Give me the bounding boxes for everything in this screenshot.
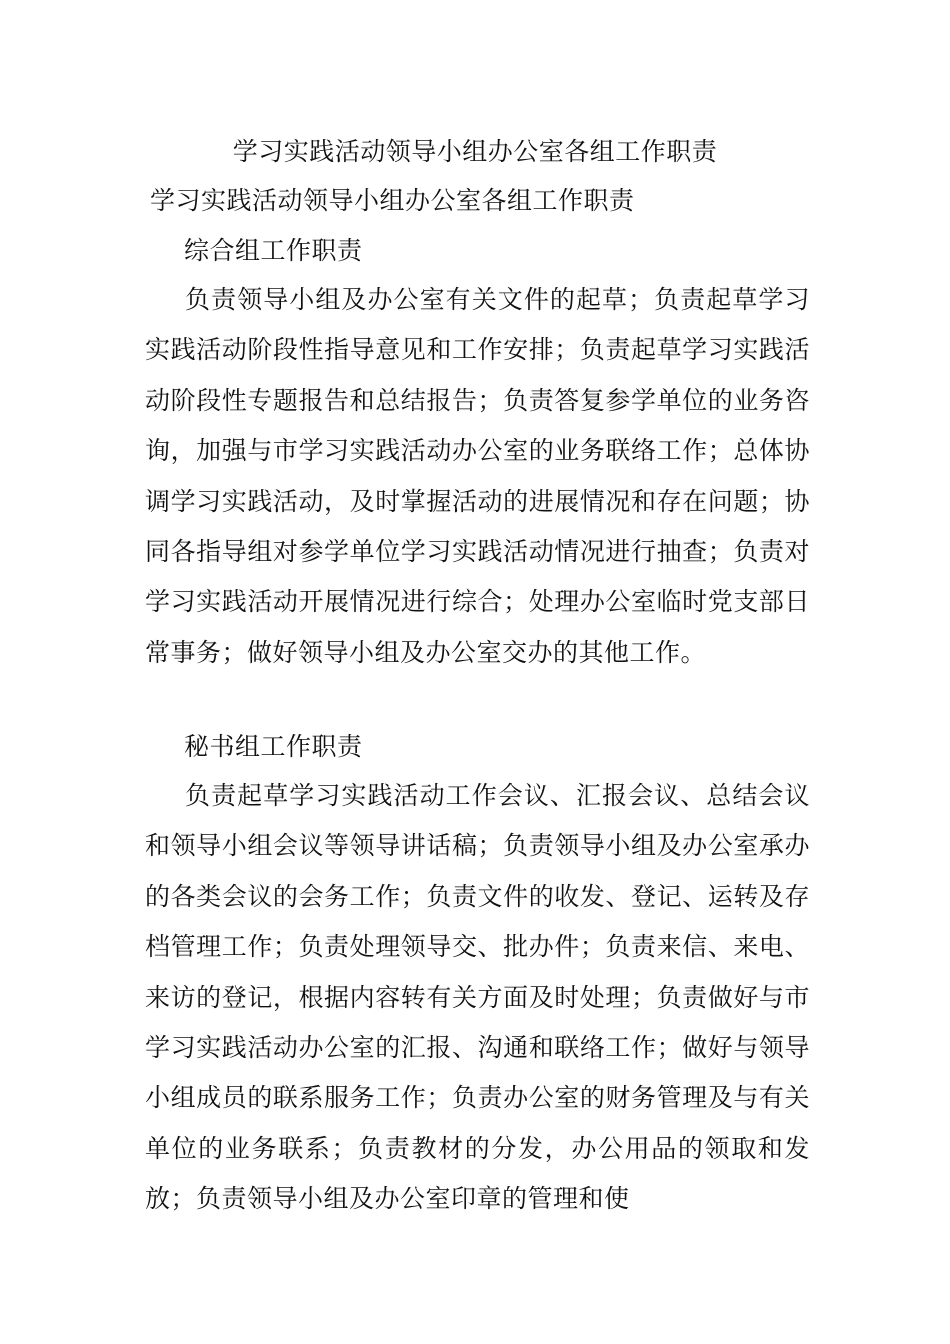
document-title: 学习实践活动领导小组办公室各组工作职责: [232, 137, 718, 166]
document-subtitle: 学习实践活动领导小组办公室各组工作职责: [150, 186, 635, 215]
section-heading-secretariat: 秘书组工作职责: [184, 732, 363, 761]
section-body-secretariat: 负责起草学习实践活动工作会议、汇报会议、总结会议和领导小组会议等领导讲话稿；负责领导小组及办公室承办的各类会议的会务工作；负责文件的收发、登记、运转及存档管理工作；负责处理领导交、批办件；负责来信、来电、来访的登记，根据内容转有关方面及时处理；负责做好与市学习实践活动办公室的汇报、沟通和联络工作；做好与领导小组成员的联系服务工作；负责办公室的财务管理及与有关单位的业务联系；负责教材的分发，办公用品的领取和发放；负责领导小组及办公室印章的管理和使: [145, 781, 810, 1214]
section-body-general: 负责领导小组及办公室有关文件的起草；负责起草学习实践活动阶段性指导意见和工作安排；负责起草学习实践活动阶段性专题报告和总结报告；负责答复参学单位的业务咨询，加强与市学习实践活动办公室的业务联络工作；总体协调学习实践活动，及时掌握活动的进展情况和存在问题；协同各指导组对参学单位学习实践活动情况进行抽查；负责对学习实践活动开展情况进行综合；处理办公室临时党支部日常事务；做好领导小组及办公室交办的其他工作。: [145, 285, 810, 667]
section-heading-general: 综合组工作职责: [184, 236, 363, 265]
